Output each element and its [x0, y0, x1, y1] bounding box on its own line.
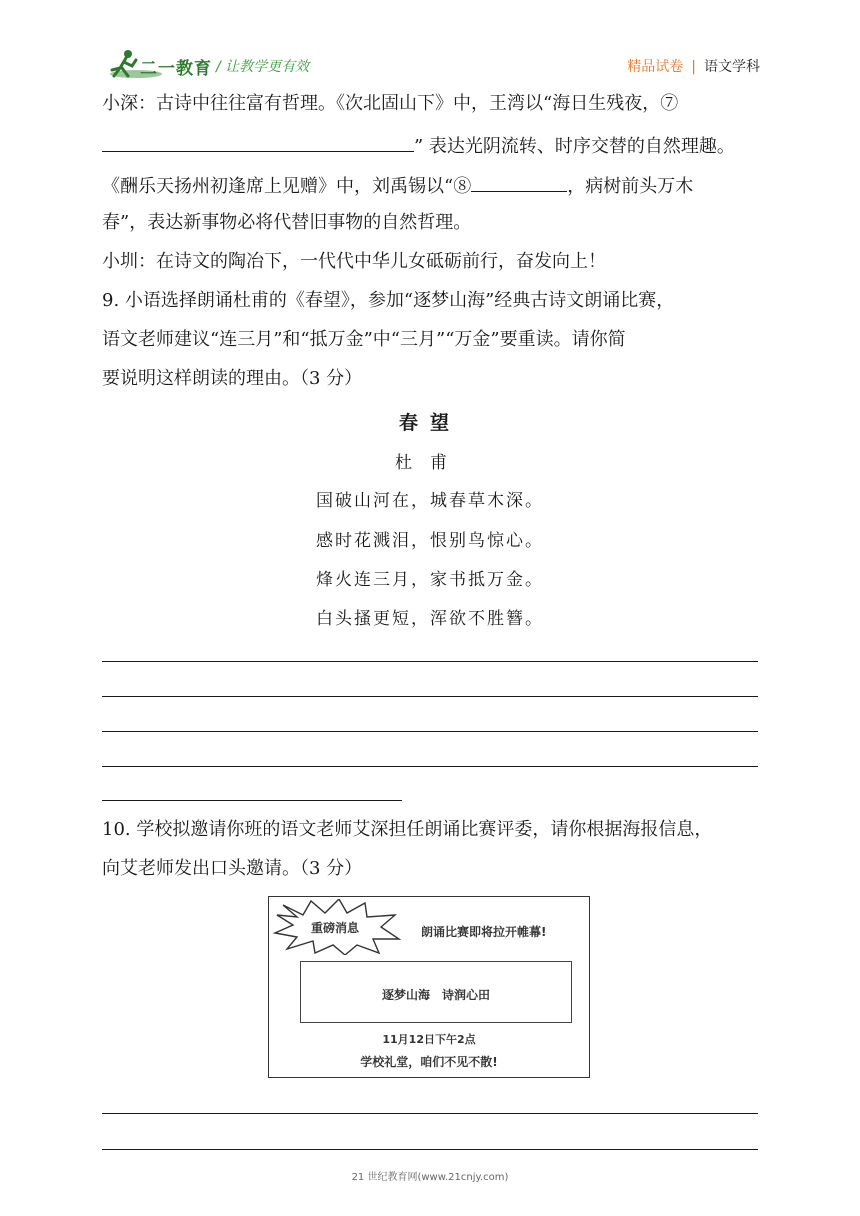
- question-10-line-1: 10. 学校拟邀请你班的语文老师艾深担任朗诵比赛评委，请你根据海报信息，: [102, 819, 713, 840]
- dialogue-line-2: [102, 131, 735, 159]
- answer-line[interactable]: [102, 731, 758, 732]
- page-footer: 21 世纪教育网(www.21cnjy.com): [351, 1172, 509, 1183]
- poem-author: 杜甫: [395, 453, 465, 473]
- brand-slogan: / 让教学更有效: [216, 59, 310, 75]
- dialogue-line-3-text-b: ，病树前头万木: [567, 176, 694, 197]
- poster-datetime: 11月12日下午2点: [382, 1033, 476, 1046]
- question-9-line-2: 语文老师建议“连三月”和“抵万金”中“三月”“万金”要重读。请你简: [102, 329, 626, 350]
- question-9-line-3: 要说明这样朗读的理由。（3 分）: [102, 368, 363, 389]
- dialogue-line-5: 小圳：在诗文的陶冶下，一代代中华儿女砥砺前行，奋发向上！: [102, 251, 606, 272]
- header-separator: |: [691, 59, 696, 75]
- question-9-line-1: 9. 小语选择朗诵杜甫的《春望》，参加“逐梦山海”经典古诗文朗诵比赛，: [102, 290, 675, 311]
- poem-title: 春望: [398, 412, 461, 434]
- answer-line[interactable]: [102, 766, 758, 767]
- dialogue-line-2-text: ” 表达光阴流转、时序交替的自然理趣。: [414, 136, 735, 157]
- answer-line[interactable]: [102, 661, 758, 662]
- poem-line: 白头搔更短，浑欲不胜簪。: [316, 609, 544, 629]
- subject-label: 语文学科: [704, 59, 760, 75]
- dialogue-line-3: [102, 171, 693, 199]
- answer-blank-8[interactable]: [471, 171, 567, 192]
- brand-name: 二一教育: [140, 59, 212, 79]
- question-10-line-2: 向艾老师发出口头邀请。（3 分）: [102, 858, 363, 879]
- poem-line: 国破山河在，城春草木深。: [316, 491, 544, 511]
- header-right: [627, 56, 760, 76]
- poem-line: 烽火连三月，家书抵万金。: [316, 570, 544, 590]
- answer-line[interactable]: [102, 1149, 758, 1150]
- dialogue-line-4: 春”，表达新事物必将代替旧事物的自然哲理。: [102, 212, 472, 233]
- answer-line[interactable]: [102, 696, 758, 697]
- dialogue-line-3-text-a: 《酬乐天扬州初逢席上见赠》中，刘禹锡以“⑧: [102, 176, 472, 197]
- answer-line-short[interactable]: [102, 800, 402, 801]
- event-poster: [268, 896, 590, 1078]
- dialogue-line-1: 小深：古诗中往往富有哲理。《次北固山下》中，王湾以“海日生残夜，⑦: [102, 93, 679, 114]
- poster-theme: 逐梦山海 诗润心田: [381, 988, 490, 1002]
- poster-news-label: 重磅消息: [311, 921, 360, 935]
- poster-headline: 朗诵比赛即将拉开帷幕!: [421, 925, 547, 939]
- poem-line: 感时花溅泪，恨别鸟惊心。: [316, 531, 544, 551]
- answer-line[interactable]: [102, 1113, 758, 1114]
- premium-label: 精品试卷: [627, 59, 684, 75]
- poster-theme-box: [300, 961, 572, 1023]
- page-header: [0, 0, 860, 84]
- poster-venue: 学校礼堂，咱们不见不散!: [360, 1055, 498, 1069]
- answer-blank-7[interactable]: [102, 131, 414, 152]
